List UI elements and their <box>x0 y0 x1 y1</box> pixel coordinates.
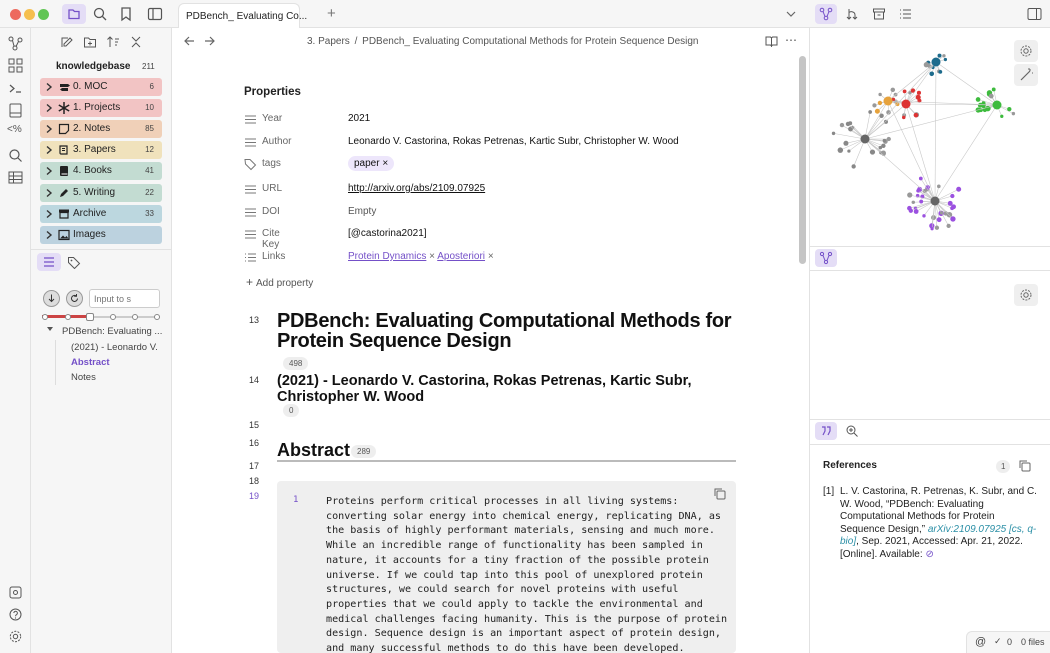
line-number: 19 <box>248 491 259 501</box>
vault-name: knowledgebase <box>56 61 131 72</box>
divider <box>809 270 1050 271</box>
file-explorer-button[interactable] <box>62 4 86 24</box>
book-open-icon <box>765 35 778 47</box>
properties-heading: Properties <box>244 86 301 98</box>
settings-button[interactable] <box>7 628 24 645</box>
check-icon: ✓ <box>994 636 1002 646</box>
references-count: 1 <box>996 460 1010 473</box>
cite-search-tab[interactable] <box>845 424 859 438</box>
chevron-right-icon[interactable] <box>45 82 53 92</box>
outline-download-button[interactable] <box>43 290 60 307</box>
scroll-icon <box>58 144 70 156</box>
line-number: 15 <box>248 420 259 430</box>
divider <box>809 246 1050 247</box>
property-value <box>348 251 494 262</box>
canvas-button[interactable] <box>7 57 24 74</box>
references-heading: References <box>823 460 877 471</box>
search-plus-icon <box>845 424 859 438</box>
folder-0-moc[interactable] <box>40 78 162 96</box>
copy-code-button[interactable] <box>713 487 726 500</box>
folder-count: 6 <box>149 82 154 91</box>
folder-label: 3. Papers <box>73 144 116 156</box>
notebook-icon <box>7 102 24 119</box>
property-value[interactable]: Empty <box>348 206 377 217</box>
folder-4-books[interactable] <box>40 162 162 180</box>
code-block[interactable] <box>277 481 736 653</box>
link-protein-dynamics[interactable]: Protein Dynamics <box>348 251 427 262</box>
code-line-number: 1 <box>293 495 299 505</box>
folder-1-projects[interactable] <box>40 99 162 117</box>
text-lines-icon <box>244 136 257 149</box>
line-number: 13 <box>248 315 259 325</box>
tags-tab[interactable] <box>67 256 81 269</box>
line-number: 14 <box>248 375 259 385</box>
folder-label: 5. Writing <box>73 186 116 198</box>
list-icon <box>244 251 257 264</box>
outline-panel-tab[interactable] <box>898 7 912 21</box>
gear-icon <box>1014 284 1038 306</box>
property-key: DOI <box>262 206 280 217</box>
vault-count: 211 <box>142 62 155 71</box>
reading-view-button[interactable] <box>765 35 778 47</box>
text-lines-icon <box>244 113 257 126</box>
graph-view-button[interactable] <box>7 35 24 52</box>
url-link[interactable]: http://arxiv.org/abs/2109.07925 <box>348 183 486 194</box>
line-number: 18 <box>248 476 259 486</box>
new-note-button[interactable] <box>60 35 74 49</box>
sidebar-icon <box>147 6 163 22</box>
copy-references-button[interactable] <box>1018 459 1031 472</box>
new-folder-button[interactable] <box>83 35 97 49</box>
regex-button[interactable] <box>7 124 24 141</box>
code-text[interactable]: Proteins perform critical processes in all living systems: converting solar energy into chemical energy, replicating DNA, as the basis of highly performant materials, sensing and much more. While an incredible range of functionality has been sampled in nature, it accounts for a tiny fraction of the possible protein universe. If we could tap into this pool of unexplored protein structures, we could search for novel proteins with useful properties that we could apply to tackle the environmental and medical challenges facing humanity. This is the purpose of protein design. Sequence design is an important aspect of protein design, and many successful methods to do this have been developed. <box>326 496 728 653</box>
property-key: tags <box>262 158 281 169</box>
outline-search-input[interactable] <box>89 289 160 308</box>
outline-collapse-arrow[interactable] <box>47 327 53 331</box>
quote-icon <box>815 422 837 440</box>
folder-3-papers[interactable] <box>40 141 162 159</box>
outline-refresh-button[interactable] <box>66 290 83 307</box>
heading-underline <box>277 460 736 462</box>
property-key: Cite Key <box>262 228 280 250</box>
heading-line: PDBench: Evaluating Computational Methods for <box>277 310 732 332</box>
folder-label: 1. Projects <box>73 102 121 114</box>
more-options-button[interactable] <box>785 33 798 47</box>
chevron-right-icon[interactable] <box>45 124 53 134</box>
heading-line: Protein Sequence Design <box>277 330 512 352</box>
property-key: Author <box>262 136 292 147</box>
backlinks-tab[interactable] <box>845 7 859 21</box>
bookmark-icon <box>118 6 134 22</box>
tag-pill[interactable]: paper × <box>348 156 394 171</box>
reference-entry[interactable] <box>840 486 1040 562</box>
chevron-right-icon[interactable] <box>45 145 53 155</box>
remove-link-icon[interactable]: × <box>429 251 438 262</box>
breadcrumb-separator: / <box>354 36 358 47</box>
local-graph-tab[interactable] <box>815 4 837 24</box>
folder-count: 12 <box>145 145 154 155</box>
list-icon <box>898 7 912 21</box>
folder-images[interactable] <box>40 226 162 244</box>
graph-animate-button[interactable] <box>1014 64 1038 86</box>
table-button[interactable] <box>7 169 24 186</box>
vault-switcher-button[interactable] <box>7 584 24 601</box>
word-count-badge: 0 <box>283 404 299 417</box>
archive-icon <box>872 7 886 21</box>
reference-arxiv[interactable]: arXiv:2109.07925 [cs, q-bio] <box>840 523 1037 548</box>
outline-tab[interactable] <box>37 253 61 271</box>
edit-icon <box>60 35 74 49</box>
property-value[interactable]: Leonardo V. Castorina, Rokas Petrenas, Kartic Subr, Christopher W. Wood <box>348 136 679 147</box>
terminal-icon <box>7 80 24 97</box>
graph-icon <box>815 4 837 24</box>
copy-icon <box>1018 459 1031 472</box>
more-icon: ⋯ <box>785 33 798 47</box>
arrow-right-icon <box>203 35 216 47</box>
text-lines-icon <box>244 183 257 196</box>
copy-icon <box>713 487 726 500</box>
folder-count: 33 <box>145 208 154 218</box>
reference-text: , Sep. 2021, Accessed: Apr. 21, 2022. [Online]. Available: <box>840 536 1023 560</box>
abstract-heading[interactable]: Abstract <box>277 440 351 460</box>
word-count-badge: 289 <box>351 445 376 458</box>
status-bar <box>966 631 1050 653</box>
chevron-right-icon[interactable] <box>45 188 53 198</box>
folder-count: 41 <box>145 166 154 176</box>
add-property-label: Add property <box>256 278 314 289</box>
back-button[interactable] <box>183 35 196 47</box>
tags-icon <box>244 158 257 171</box>
panel-settings-button[interactable] <box>1014 284 1038 306</box>
archive-icon <box>58 208 70 220</box>
refresh-icon <box>67 291 82 306</box>
tab-list-button[interactable] <box>785 9 797 19</box>
forward-button[interactable] <box>203 35 216 47</box>
outline-item-abstract[interactable]: Abstract <box>71 357 110 368</box>
property-value[interactable]: 2021 <box>348 113 371 124</box>
line-number: 16 <box>248 438 259 448</box>
search-ribbon-button[interactable] <box>7 147 24 164</box>
folder-label: 0. MOC <box>73 81 108 92</box>
property-key: Links <box>262 251 286 262</box>
folder-count: 22 <box>145 187 154 197</box>
ribbon <box>0 28 31 653</box>
reference-text: L. V. Castorina, R. Petrenas, K. Subr, and C. W. Wood, “PDBench: Evaluating Computational Methods for Protein Sequence Design,” <box>840 486 1037 535</box>
chevron-right-icon[interactable] <box>45 166 53 176</box>
toggle-right-sidebar-button[interactable] <box>1027 7 1042 21</box>
sort-button[interactable] <box>106 35 120 49</box>
help-icon <box>7 606 24 623</box>
tab-title: PDBench_ Evaluating Co... <box>186 11 308 22</box>
heading-line: Christopher W. Wood <box>277 388 425 405</box>
heading-level-slider[interactable] <box>42 313 160 321</box>
property-value[interactable]: [@castorina2021] <box>348 228 427 239</box>
tag-icon <box>67 256 81 269</box>
folder-plus-icon <box>83 35 97 49</box>
chevron-down-icon <box>785 9 797 19</box>
outline-item-notes[interactable]: Notes <box>71 372 96 383</box>
minimize-window-button[interactable] <box>24 9 35 20</box>
gear-icon <box>1014 40 1038 62</box>
percent-icon: <% <box>7 124 22 135</box>
search-button[interactable] <box>92 6 108 22</box>
folder-2-notes[interactable] <box>40 120 162 138</box>
word-count-badge: 498 <box>283 357 308 370</box>
chevron-right-icon[interactable] <box>45 230 53 240</box>
bookmarks-button[interactable] <box>118 6 134 22</box>
table-icon <box>7 169 24 186</box>
close-window-button[interactable] <box>10 9 21 20</box>
toggle-sidebar-button[interactable] <box>147 6 163 22</box>
divider <box>809 444 1050 445</box>
folder-label: Archive <box>73 207 107 219</box>
plus-icon: + <box>246 275 254 289</box>
folder-archive[interactable] <box>40 205 162 223</box>
sort-icon <box>106 35 120 49</box>
text-lines-icon <box>244 206 257 219</box>
vault-icon <box>7 584 24 601</box>
line-number: 17 <box>248 461 259 471</box>
at-icon[interactable]: @ <box>975 636 987 648</box>
arrow-left-icon <box>183 35 196 47</box>
search-icon <box>92 6 108 22</box>
notebook-button[interactable] <box>7 102 24 119</box>
breadcrumb <box>307 36 698 47</box>
collapse-icon <box>129 35 143 49</box>
folder-label: 4. Books <box>73 165 112 177</box>
magic-wand-icon <box>1014 64 1038 86</box>
breadcrumb-folder[interactable]: 3. Papers <box>307 36 350 47</box>
authors-heading[interactable] <box>277 374 691 405</box>
tab-current-note[interactable] <box>178 3 308 29</box>
outline-item-title[interactable]: PDBench: Evaluating ... <box>62 326 163 337</box>
folder-count: 10 <box>145 103 154 113</box>
graph-view[interactable] <box>810 29 1038 247</box>
pen-icon <box>58 187 70 199</box>
folder-icon <box>62 4 86 24</box>
outline-item-authors[interactable]: (2021) - Leonardo V. <box>71 342 158 353</box>
folder-label: 2. Notes <box>73 123 111 135</box>
arrow-down-icon <box>44 291 59 306</box>
text-lines-icon <box>244 228 257 241</box>
folder-5-writing[interactable] <box>40 184 162 202</box>
gear-icon <box>7 628 24 645</box>
list-icon <box>37 253 61 271</box>
sidebar-right-icon <box>1027 7 1042 21</box>
folder-count: 85 <box>145 124 154 134</box>
search-icon <box>7 147 24 164</box>
chevron-right-icon[interactable] <box>45 209 53 219</box>
graph-settings-button[interactable] <box>1014 40 1038 62</box>
link-icon[interactable]: ⊘ <box>925 548 934 560</box>
image-icon <box>58 229 70 241</box>
divider <box>809 419 1050 420</box>
graph-tab-2[interactable] <box>815 249 837 267</box>
folder-label: Images <box>73 228 106 240</box>
signpost-icon <box>58 81 70 93</box>
terminal-button[interactable] <box>7 80 24 97</box>
archive-tab[interactable] <box>872 7 886 21</box>
heading-line: (2021) - Leonardo V. Castorina, Rokas Petrenas, Kartic Subr, <box>277 373 692 389</box>
file-count: 0 files <box>1021 637 1045 647</box>
sticky-note-icon <box>58 123 70 135</box>
link-aposteriori[interactable]: Aposteriori <box>437 251 486 262</box>
note-title-heading[interactable] <box>277 311 731 351</box>
property-key: URL <box>262 183 283 194</box>
add-property-button[interactable] <box>246 275 313 289</box>
divider <box>31 249 172 250</box>
grid-icon <box>7 57 24 74</box>
breadcrumb-note[interactable]: PDBench_ Evaluating Computational Methods for Protein Sequence Design <box>362 36 699 47</box>
new-tab-button[interactable]: + <box>327 5 336 22</box>
outline-guide <box>55 340 56 385</box>
scrollbar[interactable] <box>799 56 806 264</box>
snowflake-icon <box>58 102 70 114</box>
merge-icon <box>845 7 859 21</box>
reference-number: [1] <box>823 486 835 497</box>
collapse-all-button[interactable] <box>129 35 143 49</box>
book-icon <box>58 165 70 177</box>
graph-icon <box>7 35 24 52</box>
graph-icon <box>815 249 837 267</box>
sync-count: 0 <box>1007 637 1013 647</box>
citations-tab[interactable] <box>815 422 837 440</box>
chevron-right-icon[interactable] <box>45 103 53 113</box>
property-key: Year <box>262 113 283 124</box>
help-button[interactable] <box>7 606 24 623</box>
remove-link-icon[interactable]: × <box>487 251 494 262</box>
maximize-window-button[interactable] <box>38 9 49 20</box>
